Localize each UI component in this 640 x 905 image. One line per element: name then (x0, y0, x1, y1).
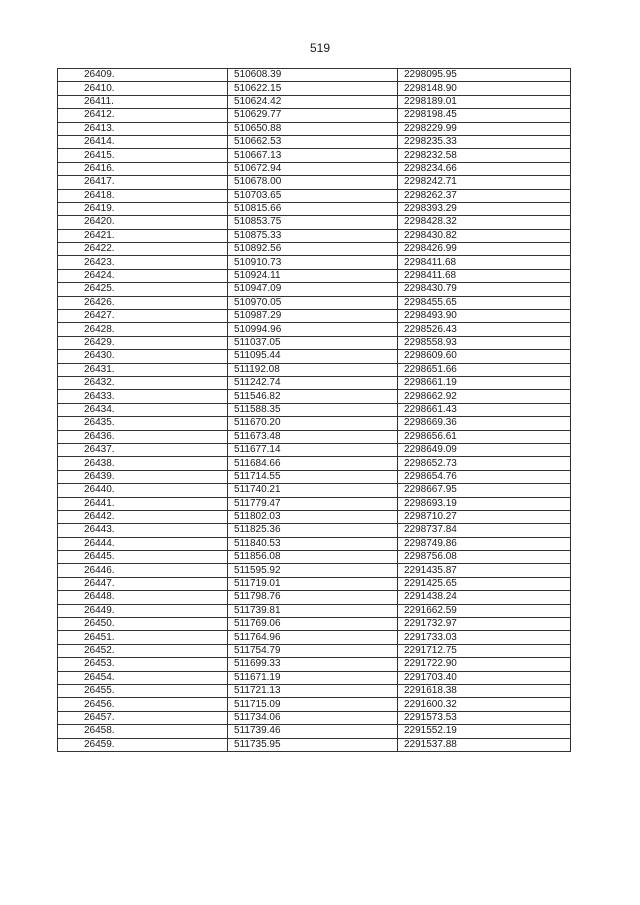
x-coordinate-cell: 511721.13 (228, 684, 398, 697)
table-row (58, 403, 571, 416)
x-coordinate-cell: 510624.42 (228, 95, 398, 108)
table-row (58, 457, 571, 470)
y-coordinate-cell: 2298609.60 (398, 350, 571, 363)
table-row (58, 618, 571, 631)
point-number-cell: 26439. (58, 470, 228, 483)
x-coordinate-cell: 510875.33 (228, 229, 398, 242)
x-coordinate-cell: 510892.56 (228, 243, 398, 256)
x-coordinate-cell: 511856.08 (228, 551, 398, 564)
point-number-cell: 26412. (58, 109, 228, 122)
table-row (58, 564, 571, 577)
table-row (58, 216, 571, 229)
table-row (58, 484, 571, 497)
x-coordinate-cell: 510910.73 (228, 256, 398, 269)
table-row (58, 591, 571, 604)
x-coordinate-cell: 510650.88 (228, 122, 398, 135)
y-coordinate-cell: 2298558.93 (398, 336, 571, 349)
x-coordinate-cell: 510608.39 (228, 69, 398, 82)
x-coordinate-cell: 511595.92 (228, 564, 398, 577)
x-coordinate-cell: 511735.95 (228, 738, 398, 751)
y-coordinate-cell: 2298232.58 (398, 149, 571, 162)
table-row (58, 283, 571, 296)
point-number-cell: 26452. (58, 644, 228, 657)
table-row (58, 551, 571, 564)
y-coordinate-cell: 2298649.09 (398, 443, 571, 456)
table-row (58, 470, 571, 483)
x-coordinate-cell: 510924.11 (228, 269, 398, 282)
point-number-cell: 26451. (58, 631, 228, 644)
point-number-cell: 26444. (58, 537, 228, 550)
x-coordinate-cell: 511673.48 (228, 430, 398, 443)
y-coordinate-cell: 2298669.36 (398, 417, 571, 430)
table-row (58, 176, 571, 189)
point-number-cell: 26434. (58, 403, 228, 416)
x-coordinate-cell: 511192.08 (228, 363, 398, 376)
point-number-cell: 26450. (58, 618, 228, 631)
y-coordinate-cell: 2291733.03 (398, 631, 571, 644)
y-coordinate-cell: 2298411.68 (398, 256, 571, 269)
y-coordinate-cell: 2291552.19 (398, 725, 571, 738)
y-coordinate-cell: 2298234.66 (398, 162, 571, 175)
y-coordinate-cell: 2298651.66 (398, 363, 571, 376)
table-row (58, 256, 571, 269)
table-row (58, 310, 571, 323)
point-number-cell: 26429. (58, 336, 228, 349)
x-coordinate-cell: 511037.05 (228, 336, 398, 349)
point-number-cell: 26426. (58, 296, 228, 309)
x-coordinate-cell: 511670.20 (228, 417, 398, 430)
table-row (58, 443, 571, 456)
table-row (58, 658, 571, 671)
point-number-cell: 26438. (58, 457, 228, 470)
point-number-cell: 26431. (58, 363, 228, 376)
point-number-cell: 26433. (58, 390, 228, 403)
y-coordinate-cell: 2298756.08 (398, 551, 571, 564)
y-coordinate-cell: 2298661.43 (398, 403, 571, 416)
x-coordinate-cell: 511840.53 (228, 537, 398, 550)
point-number-cell: 26442. (58, 510, 228, 523)
point-number-cell: 26428. (58, 323, 228, 336)
x-coordinate-cell: 511719.01 (228, 577, 398, 590)
point-number-cell: 26440. (58, 484, 228, 497)
x-coordinate-cell: 510672.94 (228, 162, 398, 175)
point-number-cell: 26430. (58, 350, 228, 363)
table-row (58, 537, 571, 550)
y-coordinate-cell: 2298710.27 (398, 510, 571, 523)
table-row (58, 711, 571, 724)
point-number-cell: 26459. (58, 738, 228, 751)
point-number-cell: 26420. (58, 216, 228, 229)
y-coordinate-cell: 2298189.01 (398, 95, 571, 108)
table-row (58, 243, 571, 256)
y-coordinate-cell: 2298430.82 (398, 229, 571, 242)
table-row (58, 698, 571, 711)
y-coordinate-cell: 2291435.87 (398, 564, 571, 577)
y-coordinate-cell: 2291662.59 (398, 604, 571, 617)
x-coordinate-cell: 511588.35 (228, 403, 398, 416)
point-number-cell: 26411. (58, 95, 228, 108)
point-number-cell: 26453. (58, 658, 228, 671)
point-number-cell: 26435. (58, 417, 228, 430)
point-number-cell: 26427. (58, 310, 228, 323)
table-row (58, 524, 571, 537)
point-number-cell: 26424. (58, 269, 228, 282)
x-coordinate-cell: 511740.21 (228, 484, 398, 497)
x-coordinate-cell: 511714.55 (228, 470, 398, 483)
table-row (58, 363, 571, 376)
y-coordinate-cell: 2298229.99 (398, 122, 571, 135)
point-number-cell: 26422. (58, 243, 228, 256)
x-coordinate-cell: 511754.79 (228, 644, 398, 657)
point-number-cell: 26455. (58, 684, 228, 697)
table-row (58, 376, 571, 389)
table-row (58, 95, 571, 108)
y-coordinate-cell: 2298455.65 (398, 296, 571, 309)
table-row (58, 122, 571, 135)
x-coordinate-cell: 510815.66 (228, 202, 398, 215)
x-coordinate-cell: 511546.82 (228, 390, 398, 403)
table-row (58, 189, 571, 202)
y-coordinate-cell: 2298526.43 (398, 323, 571, 336)
x-coordinate-cell: 511764.96 (228, 631, 398, 644)
y-coordinate-cell: 2291425.65 (398, 577, 571, 590)
y-coordinate-cell: 2298661.19 (398, 376, 571, 389)
y-coordinate-cell: 2298095.95 (398, 69, 571, 82)
y-coordinate-cell: 2298667.95 (398, 484, 571, 497)
point-number-cell: 26421. (58, 229, 228, 242)
table-row (58, 738, 571, 751)
x-coordinate-cell: 511242.74 (228, 376, 398, 389)
y-coordinate-cell: 2298411.68 (398, 269, 571, 282)
y-coordinate-cell: 2298693.19 (398, 497, 571, 510)
point-number-cell: 26437. (58, 443, 228, 456)
table-row (58, 390, 571, 403)
point-number-cell: 26416. (58, 162, 228, 175)
x-coordinate-cell: 511734.06 (228, 711, 398, 724)
x-coordinate-cell: 510667.13 (228, 149, 398, 162)
table-row (58, 229, 571, 242)
y-coordinate-cell: 2291573.53 (398, 711, 571, 724)
y-coordinate-cell: 2298662.92 (398, 390, 571, 403)
table-row (58, 336, 571, 349)
y-coordinate-cell: 2298393.29 (398, 202, 571, 215)
x-coordinate-cell: 511715.09 (228, 698, 398, 711)
table-row (58, 350, 571, 363)
x-coordinate-cell: 510622.15 (228, 82, 398, 95)
table-row (58, 323, 571, 336)
x-coordinate-cell: 511095.44 (228, 350, 398, 363)
point-number-cell: 26419. (58, 202, 228, 215)
y-coordinate-cell: 2291722.90 (398, 658, 571, 671)
y-coordinate-cell: 2291703.40 (398, 671, 571, 684)
point-number-cell: 26454. (58, 671, 228, 684)
x-coordinate-cell: 511739.81 (228, 604, 398, 617)
point-number-cell: 26457. (58, 711, 228, 724)
y-coordinate-cell: 2298426.99 (398, 243, 571, 256)
y-coordinate-cell: 2298737.84 (398, 524, 571, 537)
table-row (58, 671, 571, 684)
point-number-cell: 26446. (58, 564, 228, 577)
coordinate-table (57, 68, 571, 752)
y-coordinate-cell: 2298235.33 (398, 135, 571, 148)
x-coordinate-cell: 511779.47 (228, 497, 398, 510)
y-coordinate-cell: 2298198.45 (398, 109, 571, 122)
point-number-cell: 26456. (58, 698, 228, 711)
table-row (58, 162, 571, 175)
x-coordinate-cell: 510970.05 (228, 296, 398, 309)
point-number-cell: 26449. (58, 604, 228, 617)
y-coordinate-cell: 2298749.86 (398, 537, 571, 550)
table-row (58, 604, 571, 617)
x-coordinate-cell: 511671.19 (228, 671, 398, 684)
table-row (58, 149, 571, 162)
point-number-cell: 26436. (58, 430, 228, 443)
table-row (58, 725, 571, 738)
point-number-cell: 26445. (58, 551, 228, 564)
x-coordinate-cell: 510853.75 (228, 216, 398, 229)
y-coordinate-cell: 2298430.79 (398, 283, 571, 296)
table-row (58, 644, 571, 657)
x-coordinate-cell: 510994.96 (228, 323, 398, 336)
point-number-cell: 26417. (58, 176, 228, 189)
table-row (58, 430, 571, 443)
table-row (58, 684, 571, 697)
page-number: 519 (309, 41, 331, 55)
x-coordinate-cell: 511825.36 (228, 524, 398, 537)
table-row (58, 497, 571, 510)
point-number-cell: 26447. (58, 577, 228, 590)
x-coordinate-cell: 511802.03 (228, 510, 398, 523)
point-number-cell: 26441. (58, 497, 228, 510)
table-row (58, 109, 571, 122)
x-coordinate-cell: 511677.14 (228, 443, 398, 456)
table-row (58, 510, 571, 523)
table-row (58, 631, 571, 644)
y-coordinate-cell: 2298148.90 (398, 82, 571, 95)
point-number-cell: 26448. (58, 591, 228, 604)
point-number-cell: 26425. (58, 283, 228, 296)
x-coordinate-cell: 510678.00 (228, 176, 398, 189)
y-coordinate-cell: 2298493.90 (398, 310, 571, 323)
x-coordinate-cell: 510987.29 (228, 310, 398, 323)
point-number-cell: 26443. (58, 524, 228, 537)
table-row (58, 417, 571, 430)
x-coordinate-cell: 511699.33 (228, 658, 398, 671)
x-coordinate-cell: 511739.46 (228, 725, 398, 738)
table-row (58, 296, 571, 309)
y-coordinate-cell: 2298654.76 (398, 470, 571, 483)
y-coordinate-cell: 2291712.75 (398, 644, 571, 657)
x-coordinate-cell: 510662.53 (228, 135, 398, 148)
point-number-cell: 26423. (58, 256, 228, 269)
point-number-cell: 26413. (58, 122, 228, 135)
y-coordinate-cell: 2298428.32 (398, 216, 571, 229)
table-row (58, 202, 571, 215)
table-row (58, 69, 571, 82)
point-number-cell: 26415. (58, 149, 228, 162)
x-coordinate-cell: 510703.65 (228, 189, 398, 202)
x-coordinate-cell: 511798.76 (228, 591, 398, 604)
point-number-cell: 26432. (58, 376, 228, 389)
x-coordinate-cell: 510629.77 (228, 109, 398, 122)
y-coordinate-cell: 2298656.61 (398, 430, 571, 443)
table-row (58, 82, 571, 95)
y-coordinate-cell: 2291600.32 (398, 698, 571, 711)
table-row (58, 577, 571, 590)
x-coordinate-cell: 511684.66 (228, 457, 398, 470)
x-coordinate-cell: 510947.09 (228, 283, 398, 296)
point-number-cell: 26458. (58, 725, 228, 738)
point-number-cell: 26409. (58, 69, 228, 82)
point-number-cell: 26414. (58, 135, 228, 148)
coordinate-table-body (58, 69, 571, 752)
table-row (58, 269, 571, 282)
y-coordinate-cell: 2298242.71 (398, 176, 571, 189)
x-coordinate-cell: 511769.06 (228, 618, 398, 631)
y-coordinate-cell: 2298652.73 (398, 457, 571, 470)
y-coordinate-cell: 2291537.88 (398, 738, 571, 751)
y-coordinate-cell: 2291732.97 (398, 618, 571, 631)
y-coordinate-cell: 2291618.38 (398, 684, 571, 697)
point-number-cell: 26410. (58, 82, 228, 95)
point-number-cell: 26418. (58, 189, 228, 202)
y-coordinate-cell: 2291438.24 (398, 591, 571, 604)
y-coordinate-cell: 2298262.37 (398, 189, 571, 202)
table-row (58, 135, 571, 148)
